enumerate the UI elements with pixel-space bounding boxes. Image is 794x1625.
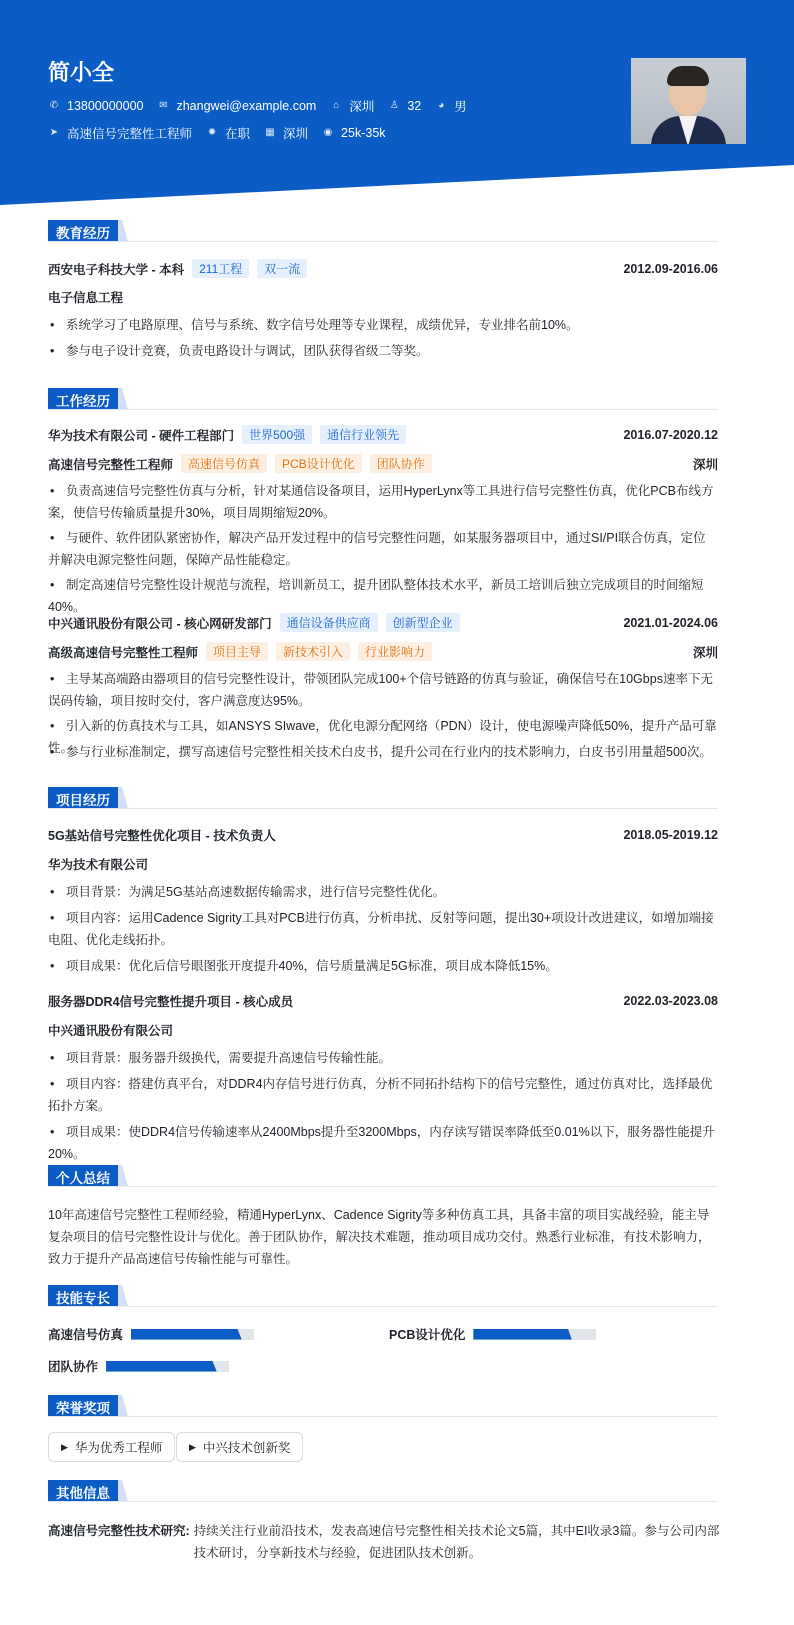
education-row-right: 2012.09-2016.06 [623, 261, 718, 276]
summary-text: 10年高速信号完整性工程师经验，精通HyperLynx、Cadence Sigrity等多种仿真工具，具备丰富的项目实战经验，能主导复杂项目的信号完整性设计与优化。善于团队协作，解决技术难题，推动项目成功交付。熟悉行业标准，有技术影响力，致力于提升产品高速信号传输性能与可靠性。 [48, 1208, 711, 1266]
tag: 团队协作 [370, 454, 432, 473]
bullet-item: • 与硬件、软件团队紧密协作，解决产品开发过程中的信号完整性问题，如某服务器项目中，通过SI/PI联合仿真，定位并解决电源完整性问题，保障产品性能稳定。 [48, 527, 718, 571]
skill-item [389, 1325, 596, 1343]
tag: 项目主导 [206, 642, 268, 661]
company-row-title: 华为技术有限公司 - 硬件工程部门 [48, 428, 235, 443]
send-icon: ➤ [49, 127, 59, 138]
salary-icon: ◉ [323, 127, 333, 138]
bullet-item: • 负责高速信号完整性仿真与分析，针对某通信设备项目，运用HyperLynx等工具进行信号完整性仿真，优化PCB布线方案，使信号传输质量提升30%，项目周期缩短20%。 [48, 480, 718, 524]
project-row-title: 服务器DDR4信号完整性提升项目 - 核心成员 [48, 995, 294, 1009]
tag: 211工程 [192, 259, 249, 278]
skill-item [48, 1325, 254, 1343]
email: zhangwei@example.com [176, 99, 317, 113]
project-company-row-title: 华为技术有限公司 [48, 858, 149, 872]
project-row [48, 826, 718, 844]
section-header-work [48, 388, 718, 410]
major-row-title: 电子信息工程 [48, 291, 124, 305]
tag: 新技术引入 [276, 642, 350, 661]
major-row [48, 288, 718, 306]
skill-bar-fill [131, 1329, 242, 1340]
home-icon: ⌂ [333, 100, 340, 111]
bullet-item: • 项目背景：服务器升级换代，需要提升高速信号传输性能。 [48, 1047, 718, 1069]
triangle-icon: ▶ [61, 1441, 68, 1452]
section-header-awards [48, 1395, 718, 1417]
position: 高速信号完整性工程师 [67, 127, 193, 141]
skill-bar [106, 1361, 229, 1372]
education-row [48, 259, 718, 278]
section-title: 技能专长 [48, 1285, 118, 1306]
section-header-summary [48, 1165, 718, 1187]
city: 深圳 [283, 127, 309, 141]
section-header-skills [48, 1285, 718, 1307]
education-row-title: 西安电子科技大学 - 本科 [48, 262, 185, 277]
tag: PCB设计优化 [275, 454, 362, 473]
gender: 男 [454, 100, 467, 114]
skill-bar [473, 1329, 596, 1340]
tag: 双一流 [257, 259, 307, 278]
project-company-row-title: 中兴通讯股份有限公司 [48, 1024, 174, 1038]
job-title-row-title: 高级高速信号完整性工程师 [48, 645, 199, 660]
skill-name: PCB设计优化 [389, 1328, 466, 1342]
job-title-row [48, 454, 718, 473]
skill-item [48, 1357, 229, 1375]
section-title: 教育经历 [48, 220, 118, 241]
company-row-right: 2016.07-2020.12 [623, 427, 718, 442]
other-info-label: 高速信号完整性技术研究: [48, 1524, 190, 1538]
other-info-item [48, 1520, 728, 1564]
mail-icon: ✉ [159, 100, 168, 111]
bullet-item: • 项目成果：使DDR4信号传输速率从2400Mbps提升至3200Mbps，内存读写错误率降低至0.01%以下，服务器性能提升20%。 [48, 1121, 718, 1165]
job-title-row-right: 深圳 [692, 457, 718, 472]
job-title-row-title: 高速信号完整性工程师 [48, 457, 174, 472]
company-row-title: 中兴通讯股份有限公司 - 核心网研发部门 [48, 616, 272, 631]
skill-bar-fill [106, 1361, 217, 1372]
award-label: 中兴技术创新奖 [202, 1441, 291, 1455]
section-header-other [48, 1480, 718, 1502]
bullet-item: • 引入新的仿真技术与工具，如ANSYS SIwave，优化电源分配网络（PDN）设计，使电源噪声降低50%，提升产品可靠性。 [48, 715, 718, 759]
gender-icon: ◕ [438, 100, 445, 111]
tag: 创新型企业 [386, 613, 460, 632]
section-title: 其他信息 [48, 1480, 118, 1501]
job-title-row [48, 642, 718, 661]
tag: 行业影响力 [358, 642, 432, 661]
other-info-text: 持续关注行业前沿技术，发表高速信号完整性相关技术论文5篇，其中EI收录3篇。参与公司内部技术研讨，分享新技术与经验，促进团队技术创新。 [193, 1524, 720, 1560]
candidate-name: 简小全 [48, 60, 115, 85]
triangle-icon: ▶ [189, 1441, 196, 1452]
skill-name: 高速信号仿真 [48, 1328, 124, 1342]
cake-icon: ♙ [389, 100, 399, 111]
project-company-row [48, 855, 718, 873]
bullet-item: • 项目内容：运用Cadence Sigrity工具对PCB进行仿真，分析串扰、反射等问题，提出30+项设计改进建议，如增加端接电阻、优化走线拓扑。 [48, 907, 718, 951]
contact-info-row [48, 97, 481, 115]
tag: 通信设备供应商 [280, 613, 378, 632]
bullet-item: • 项目背景：为满足5G基站高速数据传输需求，进行信号完整性优化。 [48, 881, 718, 903]
company-row-right: 2021.01-2024.06 [623, 615, 718, 630]
section-header-projects [48, 787, 718, 809]
bullet-item: • 参与电子设计竞赛，负责电路设计与调试，团队获得省级二等奖。 [48, 340, 718, 362]
skill-bar-fill [473, 1329, 571, 1340]
job-title-row-right: 深圳 [692, 645, 718, 660]
tag: 通信行业领先 [320, 425, 406, 444]
skill-bar [131, 1329, 254, 1340]
tag: 世界500强 [242, 425, 312, 444]
skill-name: 团队协作 [48, 1360, 99, 1374]
award-label: 华为优秀工程师 [74, 1441, 163, 1455]
bullet-item: • 项目成果：优化后信号眼图张开度提升40%，信号质量满足5G标准，项目成本降低15%。 [48, 955, 718, 977]
project-company-row [48, 1021, 718, 1039]
section-title: 工作经历 [48, 388, 118, 409]
bullet-item: • 制定高速信号完整性设计规范与流程，培训新员工，提升团队整体技术水平，新员工培训后独立完成项目的时间缩短40%。 [48, 574, 718, 618]
phone-icon: ✆ [49, 100, 59, 111]
project-row-title: 5G基站信号完整性优化项目 - 技术负责人 [48, 829, 276, 843]
job-info-row [48, 124, 400, 142]
status: 在职 [225, 127, 251, 141]
salary: 25k-35k [341, 126, 386, 140]
building-icon: ▦ [265, 127, 275, 138]
hometown: 深圳 [349, 100, 375, 114]
gear-icon: ✹ [207, 127, 217, 138]
award-item [176, 1432, 303, 1462]
bullet-item: • 参与行业标准制定，撰写高速信号完整性相关技术白皮书，提升公司在行业内的技术影响力，白皮书引用量超500次。 [48, 741, 718, 763]
project-row-right: 2022.03-2023.08 [623, 994, 718, 1008]
section-title: 荣誉奖项 [48, 1395, 118, 1416]
project-row [48, 992, 718, 1010]
age: 32 [407, 99, 422, 113]
section-title: 个人总结 [48, 1165, 118, 1186]
bullet-item: • 项目内容：搭建仿真平台，对DDR4内存信号进行仿真，分析不同拓扑结构下的信号完整性，通过仿真对比，选择最优拓扑方案。 [48, 1073, 718, 1117]
company-row [48, 613, 718, 632]
phone: 13800000000 [67, 99, 144, 113]
bullet-item: • 系统学习了电路原理、信号与系统、数字信号处理等专业课程，成绩优异，专业排名前10%。 [48, 314, 718, 336]
bullet-item: • 主导某高端路由器项目的信号完整性设计，带领团队完成100+个信号链路的仿真与验证，确保信号在10Gbps速率下无误码传输，项目按时交付，客户满意度达95%。 [48, 668, 718, 712]
tag: 高速信号仿真 [181, 454, 267, 473]
section-title: 项目经历 [48, 787, 118, 808]
company-row [48, 425, 718, 444]
avatar-photo [631, 58, 746, 144]
project-row-right: 2018.05-2019.12 [623, 828, 718, 842]
award-item [48, 1432, 175, 1462]
section-header-education [48, 220, 718, 242]
